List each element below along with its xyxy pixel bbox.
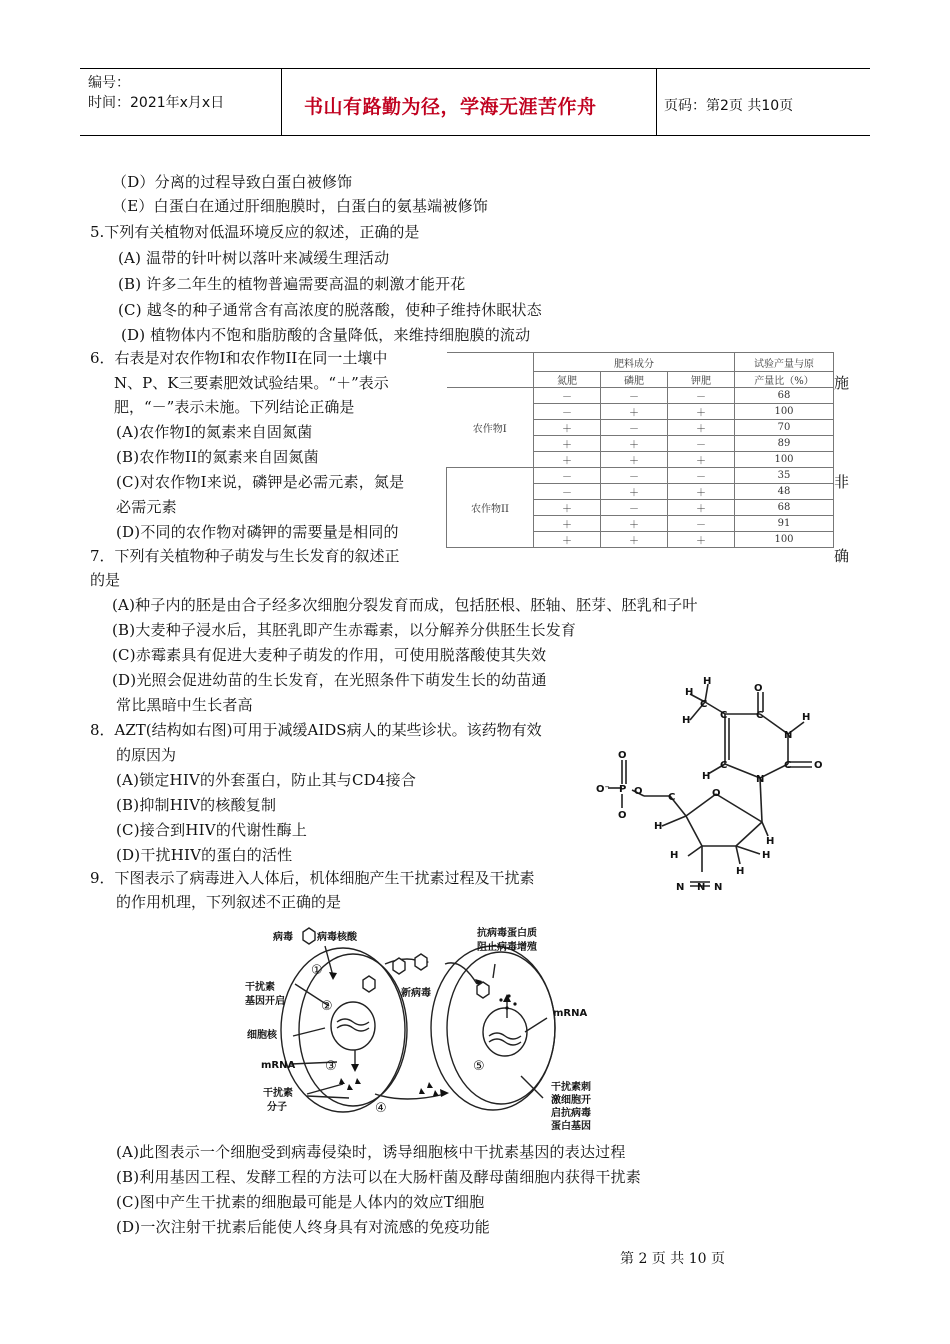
q6-option-c-line2: 必需元素: [116, 498, 177, 516]
label-antiviral-protein-2: 阻止病毒增殖: [477, 942, 537, 953]
table-cell-fertilizer: ＋: [668, 532, 735, 548]
header-number-label: 编号：: [88, 75, 130, 91]
q6-option-a: (A)农作物Ⅰ的氮素来自固氮菌: [116, 423, 313, 441]
table-cell-yield: 91: [735, 516, 834, 532]
table-cell-fertilizer: －: [534, 484, 601, 500]
azt-structure: [590, 676, 850, 896]
table-cell-yield: 100: [735, 532, 834, 548]
table-crop-name: 农作物II: [447, 468, 534, 548]
ifn-molecules-out: [419, 1082, 439, 1096]
azt-label-c: C: [668, 792, 676, 803]
table-cell-fertilizer: －: [668, 516, 735, 532]
table-cell-fertilizer: ＋: [534, 452, 601, 468]
table-row: [447, 468, 834, 484]
header-top-rule: [80, 68, 870, 69]
table-cell-yield: 68: [735, 500, 834, 516]
table-cell-yield: 68: [735, 388, 834, 404]
table-yield-header-1: 试验产量与原: [735, 353, 834, 372]
azt-label-h: H: [802, 712, 811, 723]
azt-label-h: H: [766, 836, 775, 847]
label-ifn-molecule-1: 干扰素: [263, 1088, 293, 1099]
table-cell-fertilizer: ＋: [668, 452, 735, 468]
azt-label-h: H: [703, 676, 712, 687]
table-cell-fertilizer: ＋: [601, 516, 668, 532]
leader-nucleus: [293, 1028, 325, 1036]
page-footer: 第 2 页 共 10 页: [620, 1251, 725, 1267]
ifn-molecules-left: [339, 1078, 361, 1090]
label-mrna-right: mRNA: [553, 1008, 588, 1019]
azt-label-n: N: [714, 882, 723, 893]
q5-option-b: (B) 许多二年生的植物普遍需要高温的刺激才能开花: [118, 275, 466, 293]
azt-label-o: O: [814, 760, 823, 771]
table-cell-fertilizer: ＋: [534, 500, 601, 516]
label-mrna-left: mRNA: [261, 1060, 296, 1071]
leader-right-mrna: [525, 1018, 547, 1032]
azt-label-n: N: [756, 774, 765, 785]
azt-label-o: O: [618, 750, 627, 761]
q6-stem-line1: 6．右表是对农作物Ⅰ和农作物II在同一土壤中: [90, 349, 388, 367]
azt-label-n: N: [697, 882, 706, 893]
header-page-info: 页码：第2页 共10页: [664, 98, 794, 114]
label-antiviral-protein-1: 抗病毒蛋白质: [477, 928, 537, 939]
label-ifn-molecule-2: 分子: [267, 1102, 287, 1113]
azt-label-h: H: [702, 771, 711, 782]
azt-label-o: O: [754, 683, 763, 694]
q9-option-a: (A)此图表示一个细胞受到病毒侵染时，诱导细胞核中干扰素基因的表达过程: [116, 1143, 626, 1161]
q7-option-c: (C)赤霉素具有促进大麦种子萌发的作用，可使用脱落酸使其失效: [112, 646, 547, 664]
step-3: ③: [325, 1059, 337, 1074]
leader-ifn-molecule: [307, 1084, 349, 1098]
azt-label-h: H: [762, 850, 771, 861]
table-cell-fertilizer: －: [601, 468, 668, 484]
table-cell-fertilizer: －: [668, 468, 735, 484]
header-divider: [656, 68, 657, 135]
leader-antiviral: [493, 964, 495, 978]
table-cell-fertilizer: ＋: [601, 484, 668, 500]
step-5: ⑤: [473, 1059, 485, 1074]
arrowhead: [329, 972, 337, 980]
virus-icon: [303, 928, 315, 944]
azt-label-c: C: [784, 760, 792, 771]
table-cell-fertilizer: －: [534, 468, 601, 484]
table-cell-fertilizer: ＋: [601, 452, 668, 468]
table-cell-fertilizer: ＋: [534, 516, 601, 532]
arrowhead: [440, 1089, 449, 1097]
step-2: ②: [321, 999, 333, 1014]
virus-icon: [393, 958, 405, 974]
q4-option-e: （E）白蛋白在通过肝细胞膜时，白蛋白的氨基端被修饰: [112, 197, 488, 215]
label-new-virus: 新病毒: [401, 988, 431, 999]
q8-stem-line2: 的原因为: [116, 746, 177, 764]
azt-label-h: H: [654, 821, 663, 832]
azt-label-c: C: [756, 710, 764, 721]
q5-option-a: (A) 温带的针叶树以落叶来减缓生理活动: [118, 249, 390, 267]
table-cell-fertilizer: ＋: [601, 404, 668, 420]
interferon-diagram: [225, 918, 625, 1138]
header-date: 时间：2021年x月x日: [88, 95, 225, 111]
table-cell-fertilizer: －: [601, 420, 668, 436]
label-stimulation-4: 蛋白基因: [551, 1121, 591, 1132]
q6-stem-line2: N、P、K三要素肥效试验结果。“＋”表示: [114, 374, 389, 392]
label-stimulation-2: 激细胞开: [551, 1095, 591, 1106]
table-cell-fertilizer: ＋: [668, 500, 735, 516]
table-yield-header-2: 产量比（%）: [735, 372, 834, 388]
label-nucleus: 细胞核: [247, 1030, 277, 1041]
azt-label-h: H: [670, 850, 679, 861]
table-cell-fertilizer: －: [601, 388, 668, 404]
azt-label-o-minus: O⁻: [596, 784, 610, 795]
table-cell-fertilizer: ＋: [668, 484, 735, 500]
table-cell-fertilizer: －: [601, 500, 668, 516]
q8-option-c: (C)接合到HIV的代谢性酶上: [116, 821, 308, 839]
q9-stem-line1: 9．下图表示了病毒进入人体后，机体细胞产生干扰素过程及干扰素: [90, 869, 535, 887]
table-cell-yield: 100: [735, 404, 834, 420]
table-cell-fertilizer: －: [534, 404, 601, 420]
table-crop-name: 农作物Ⅰ: [447, 388, 534, 468]
azt-label-n: N: [784, 730, 793, 741]
q9-stem-line2: 的作用机理，下列叙述不正确的是: [116, 893, 342, 911]
q8-option-d: (D)干扰HIV的蛋白的活性: [116, 846, 293, 864]
q6-option-c-line1: (C)对农作物Ⅰ来说，磷钾是必需元素，氮是: [116, 473, 405, 491]
right-nucleus: [483, 1008, 527, 1056]
q6-option-d: (D)不同的农作物对磷钾的需要量是相同的: [116, 523, 399, 541]
azt-label-h: H: [682, 715, 691, 726]
table-cell-fertilizer: ＋: [534, 436, 601, 452]
leader-stimulation: [521, 1076, 543, 1098]
fertilizer-table: [446, 352, 834, 548]
azt-label-o: O: [618, 810, 627, 821]
q9-option-d: (D)一次注射干扰素后能使人终身具有对流感的免疫功能: [116, 1218, 490, 1236]
q7-option-d-line2: 常比黑暗中生长者高: [116, 696, 253, 714]
azt-label-h: H: [736, 866, 745, 877]
q7-stem-line1: 7．下列有关植物种子萌发与生长发育的叙述正: [90, 547, 400, 565]
step-1: ①: [311, 963, 323, 978]
azt-label-o: O: [634, 786, 643, 797]
table-col-nitrogen: 氮肥: [534, 372, 601, 388]
label-stimulation-1: 干扰素刺: [551, 1082, 591, 1093]
header-motto: 书山有路勤为径，学海无涯苦作舟: [304, 96, 597, 118]
header-divider: [281, 68, 282, 135]
left-nucleus: [331, 1002, 375, 1050]
azt-label-c: C: [720, 760, 728, 771]
table-cell-fertilizer: ＋: [601, 532, 668, 548]
q7-stem-line1-end: 确: [834, 547, 850, 565]
arrowhead: [351, 1064, 359, 1072]
azt-label-p: P: [619, 784, 627, 795]
q8-stem-line1: 8．AZT(结构如右图)可用于减缓AIDS病人的某些诊状。该药物有效: [90, 721, 542, 739]
table-cell-yield: 100: [735, 452, 834, 468]
step-4: ④: [375, 1101, 387, 1116]
q7-stem-line2: 的是: [90, 571, 121, 589]
q6-option-c-line1-end: 非: [834, 473, 850, 491]
q8-option-a: (A)锁定HIV的外套蛋白，防止其与CD4接合: [116, 771, 417, 789]
table-cell-fertilizer: －: [668, 436, 735, 452]
table-cell-yield: 48: [735, 484, 834, 500]
q9-option-c: (C)图中产生干扰素的细胞最可能是人体内的效应T细胞: [116, 1193, 485, 1211]
q5-option-d: (D) 植物体内不饱和脂肪酸的含量降低，来维持细胞膜的流动: [121, 326, 531, 344]
arrow-infect-right: [445, 963, 477, 984]
azt-label-c: C: [700, 699, 708, 710]
table-cell-yield: 89: [735, 436, 834, 452]
label-stimulation-3: 启抗病毒: [551, 1108, 591, 1119]
q7-option-b: (B)大麦种子浸水后，其胚乳即产生赤霉素，以分解养分供胚生长发育: [112, 621, 577, 639]
right-dna: [489, 1033, 521, 1045]
table-cell-fertilizer: －: [534, 388, 601, 404]
table-cell-fertilizer: ＋: [534, 420, 601, 436]
label-virus: 病毒: [273, 932, 293, 943]
azt-label-c: C: [720, 710, 728, 721]
azt-label-n: N: [676, 882, 685, 893]
q7-option-d-line1: (D)光照会促进幼苗的生长发育，在光照条件下萌发生长的幼苗通: [112, 671, 547, 689]
table-cell-yield: 70: [735, 420, 834, 436]
table-cell-fertilizer: ＋: [601, 436, 668, 452]
table-col-potassium: 钾肥: [668, 372, 735, 388]
label-viral-nucleic-acid: 病毒核酸: [317, 932, 357, 943]
azt-label-h: H: [685, 687, 694, 698]
label-ifn-gene-2: 基因开启: [245, 996, 285, 1007]
left-dna: [337, 1019, 369, 1031]
table-cell-fertilizer: ＋: [668, 404, 735, 420]
table-cell-fertilizer: ＋: [534, 532, 601, 548]
virus-icon: [415, 954, 427, 970]
right-cell-inner: [447, 952, 555, 1104]
table-cell-fertilizer: －: [668, 388, 735, 404]
header-bottom-rule: [80, 135, 870, 136]
azt-label-o: O: [712, 788, 721, 799]
q6-stem-line2-end: 施: [834, 374, 850, 392]
table-col-phosphorus: 磷肥: [601, 372, 668, 388]
virus-icon: [477, 982, 489, 998]
q9-option-b: (B)利用基因工程、发酵工程的方法可以在大肠杆菌及酵母菌细胞内获得干扰素: [116, 1168, 641, 1186]
q4-option-d: （D）分离的过程导致白蛋白被修饰: [112, 173, 353, 191]
table-group-header: 肥料成分: [534, 353, 735, 372]
table-cell-fertilizer: ＋: [668, 420, 735, 436]
table-row: [447, 388, 834, 404]
table-cell-yield: 35: [735, 468, 834, 484]
q5-option-c: (C) 越冬的种子通常含有高浓度的脱落酸，使种子维持休眠状态: [118, 301, 542, 319]
q7-option-a: (A)种子内的胚是由合子经多次细胞分裂发育而成，包括胚根、胚轴、胚芽、胚乳和子叶: [112, 596, 698, 614]
q6-option-b: (B)农作物II的氮素来自固氮菌: [116, 448, 319, 466]
virus-icon: [363, 976, 375, 992]
q8-option-b: (B)抑制HIV的核酸复制: [116, 796, 277, 814]
table-corner: [447, 353, 534, 388]
q5-stem: 5.下列有关植物对低温环境反应的叙述，正确的是: [90, 223, 420, 241]
q6-stem-line3: 肥，“－”表示未施。下列结论正确是: [114, 398, 355, 416]
label-ifn-gene-1: 干扰素: [245, 982, 275, 993]
